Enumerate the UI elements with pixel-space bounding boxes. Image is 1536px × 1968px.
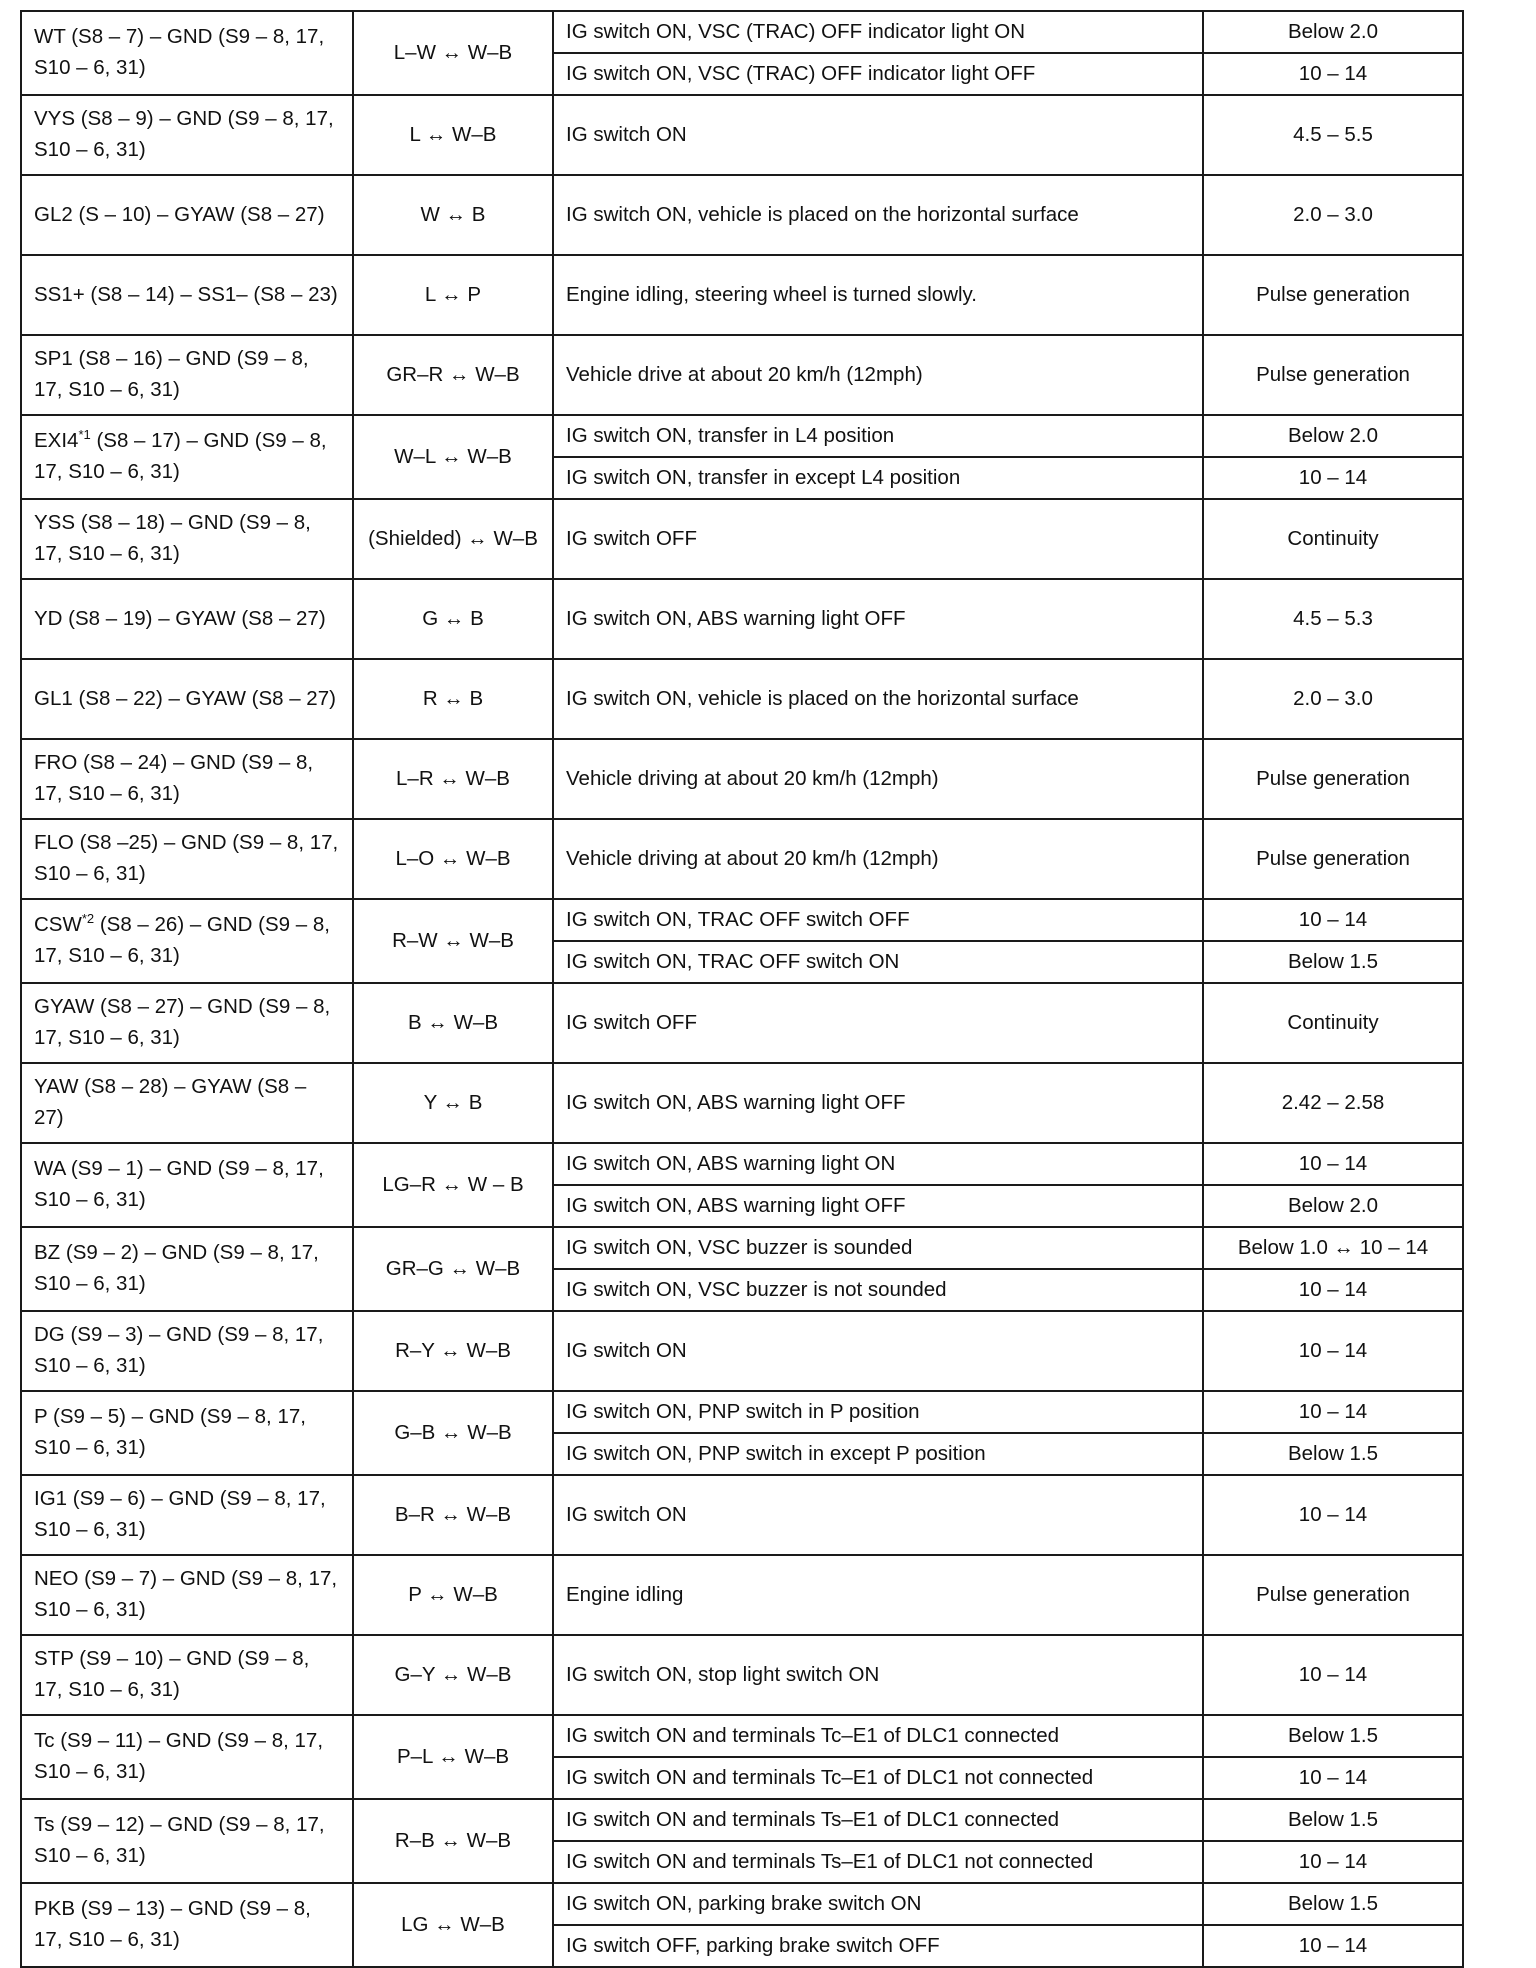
terminal-label: SP1 (S8 – 16) – GND (S9 – 8, 17, S10 – 6, 31)	[34, 347, 309, 401]
terminal-label: CSW	[34, 913, 82, 937]
terminal-label: FLO (S8 –25) – GND (S9 – 8, 17, S10 – 6, 31)	[34, 831, 339, 885]
table-row	[21, 1635, 1463, 1715]
condition-cell: Vehicle driving at about 20 km/h (12mph)	[553, 739, 1203, 819]
terminal-cell	[21, 1883, 353, 1967]
specified-condition-cell: Continuity	[1203, 983, 1463, 1063]
table-row	[21, 819, 1463, 899]
specified-condition-cell: 10 – 14	[1203, 1269, 1463, 1311]
footnote-marker: *1	[78, 427, 91, 443]
specified-condition-cell: 4.5 – 5.5	[1203, 95, 1463, 175]
table-row	[21, 335, 1463, 415]
table-row	[21, 95, 1463, 175]
specified-condition-cell: 10 – 14	[1203, 457, 1463, 499]
table-row	[21, 1715, 1463, 1757]
terminal-cell	[21, 1227, 353, 1311]
terminal-label: IG1 (S9 – 6) – GND (S9 – 8, 17, S10 – 6, 31)	[34, 1487, 326, 1541]
terminal-label: P (S9 – 5) – GND (S9 – 8, 17, S10 – 6, 31)	[34, 1405, 306, 1459]
terminal-label-rest: (S8 – 26) – GND (S9 – 8, 17, S10 – 6, 31)	[34, 913, 330, 967]
condition-cell: IG switch ON	[553, 1475, 1203, 1555]
terminal-cell	[21, 1475, 353, 1555]
specified-condition-cell: Below 1.5	[1203, 941, 1463, 983]
terminal-cell	[21, 1715, 353, 1799]
terminal-label: Tc (S9 – 11) – GND (S9 – 8, 17, S10 – 6, 31)	[34, 1729, 324, 1783]
table-row	[21, 175, 1463, 255]
wiring-color-cell: P–L ↔ W–B	[353, 1715, 553, 1799]
wiring-color-cell: W–L ↔ W–B	[353, 415, 553, 499]
terminal-inspection-table	[20, 10, 1464, 1968]
terminal-label: GL1 (S8 – 22) – GYAW (S8 – 27)	[34, 686, 336, 710]
terminal-cell	[21, 899, 353, 983]
specified-condition-cell: 10 – 14	[1203, 1925, 1463, 1967]
wiring-color-cell: R–Y ↔ W–B	[353, 1311, 553, 1391]
specified-condition-cell: Below 1.5	[1203, 1715, 1463, 1757]
condition-cell: IG switch ON, TRAC OFF switch OFF	[553, 899, 1203, 941]
wiring-color-cell: G–Y ↔ W–B	[353, 1635, 553, 1715]
terminal-cell	[21, 1799, 353, 1883]
table-row	[21, 415, 1463, 457]
specified-condition-cell: 10 – 14	[1203, 1841, 1463, 1883]
condition-cell: IG switch ON and terminals Tc–E1 of DLC1 not connected	[553, 1757, 1203, 1799]
specified-condition-cell: Pulse generation	[1203, 255, 1463, 335]
wiring-color-cell: W ↔ B	[353, 175, 553, 255]
condition-cell: IG switch ON, VSC buzzer is sounded	[553, 1227, 1203, 1269]
terminal-cell	[21, 1311, 353, 1391]
wiring-color-cell: R–B ↔ W–B	[353, 1799, 553, 1883]
wiring-color-cell: LG ↔ W–B	[353, 1883, 553, 1967]
condition-cell: IG switch ON, VSC buzzer is not sounded	[553, 1269, 1203, 1311]
wiring-color-cell: L–O ↔ W–B	[353, 819, 553, 899]
terminal-label: EXI4	[34, 429, 79, 453]
terminal-cell	[21, 335, 353, 415]
specified-condition-cell: 10 – 14	[1203, 899, 1463, 941]
wiring-color-cell: G ↔ B	[353, 579, 553, 659]
specified-condition-cell: Below 2.0	[1203, 415, 1463, 457]
terminal-label: GYAW (S8 – 27) – GND (S9 – 8, 17, S10 – 6, 31)	[34, 995, 331, 1049]
table-row	[21, 1143, 1463, 1185]
table-row	[21, 899, 1463, 941]
condition-cell: IG switch ON, ABS warning light OFF	[553, 1063, 1203, 1143]
terminal-cell	[21, 95, 353, 175]
condition-cell: IG switch ON, VSC (TRAC) OFF indicator light ON	[553, 11, 1203, 53]
specified-condition-cell: 2.0 – 3.0	[1203, 659, 1463, 739]
specified-condition-cell: 4.5 – 5.3	[1203, 579, 1463, 659]
terminal-label: Ts (S9 – 12) – GND (S9 – 8, 17, S10 – 6, 31)	[34, 1813, 325, 1867]
wiring-color-cell: B ↔ W–B	[353, 983, 553, 1063]
terminal-label-rest: (S8 – 17) – GND (S9 – 8, 17, S10 – 6, 31)	[34, 429, 327, 483]
table-row	[21, 1799, 1463, 1841]
condition-cell: IG switch ON, vehicle is placed on the horizontal surface	[553, 175, 1203, 255]
condition-cell: Vehicle driving at about 20 km/h (12mph)	[553, 819, 1203, 899]
wiring-color-cell: L–W ↔ W–B	[353, 11, 553, 95]
wiring-color-cell: L ↔ P	[353, 255, 553, 335]
terminal-cell	[21, 819, 353, 899]
specified-condition-cell: 2.42 – 2.58	[1203, 1063, 1463, 1143]
condition-cell: IG switch ON, transfer in L4 position	[553, 415, 1203, 457]
terminal-cell	[21, 579, 353, 659]
terminal-label: DG (S9 – 3) – GND (S9 – 8, 17, S10 – 6, 31)	[34, 1323, 324, 1377]
table-row	[21, 739, 1463, 819]
terminal-label: NEO (S9 – 7) – GND (S9 – 8, 17, S10 – 6, 31)	[34, 1567, 338, 1621]
condition-cell: IG switch OFF	[553, 983, 1203, 1063]
wiring-color-cell: LG–R ↔ W – B	[353, 1143, 553, 1227]
specified-condition-cell: Below 1.5	[1203, 1883, 1463, 1925]
wiring-color-cell: L ↔ W–B	[353, 95, 553, 175]
condition-cell: IG switch ON, ABS warning light OFF	[553, 579, 1203, 659]
terminal-cell	[21, 983, 353, 1063]
wiring-color-cell: (Shielded) ↔ W–B	[353, 499, 553, 579]
condition-cell: IG switch ON and terminals Ts–E1 of DLC1 not connected	[553, 1841, 1203, 1883]
condition-cell: IG switch ON, VSC (TRAC) OFF indicator light OFF	[553, 53, 1203, 95]
table-row	[21, 1555, 1463, 1635]
terminal-label: YSS (S8 – 18) – GND (S9 – 8, 17, S10 – 6, 31)	[34, 511, 311, 565]
table-row	[21, 1391, 1463, 1433]
condition-cell: IG switch ON, ABS warning light OFF	[553, 1185, 1203, 1227]
terminal-label: YD (S8 – 19) – GYAW (S8 – 27)	[34, 606, 326, 630]
specified-condition-cell: 10 – 14	[1203, 1757, 1463, 1799]
specified-condition-cell: 2.0 – 3.0	[1203, 175, 1463, 255]
condition-cell: IG switch ON	[553, 95, 1203, 175]
condition-cell: IG switch ON, parking brake switch ON	[553, 1883, 1203, 1925]
terminal-label: GL2 (S – 10) – GYAW (S8 – 27)	[34, 202, 325, 226]
terminal-cell	[21, 1635, 353, 1715]
condition-cell: Engine idling, steering wheel is turned slowly.	[553, 255, 1203, 335]
terminal-cell	[21, 1555, 353, 1635]
table-row	[21, 1475, 1463, 1555]
specified-condition-cell: Pulse generation	[1203, 819, 1463, 899]
wiring-color-cell: G–B ↔ W–B	[353, 1391, 553, 1475]
wiring-color-cell: GR–R ↔ W–B	[353, 335, 553, 415]
condition-cell: IG switch ON, vehicle is placed on the horizontal surface	[553, 659, 1203, 739]
specified-condition-cell: Below 2.0	[1203, 11, 1463, 53]
condition-cell: IG switch ON, stop light switch ON	[553, 1635, 1203, 1715]
terminal-label: SS1+ (S8 – 14) – SS1– (S8 – 23)	[34, 282, 338, 306]
terminal-label: STP (S9 – 10) – GND (S9 – 8, 17, S10 – 6, 31)	[34, 1647, 310, 1701]
table-body	[21, 11, 1463, 1967]
footnote-marker: *2	[81, 911, 95, 927]
table-row	[21, 659, 1463, 739]
terminal-cell	[21, 739, 353, 819]
condition-cell: IG switch ON, transfer in except L4 position	[553, 457, 1203, 499]
condition-cell: Vehicle drive at about 20 km/h (12mph)	[553, 335, 1203, 415]
condition-cell: IG switch ON, PNP switch in P position	[553, 1391, 1203, 1433]
table-row	[21, 11, 1463, 53]
terminal-cell	[21, 1391, 353, 1475]
condition-cell: IG switch OFF	[553, 499, 1203, 579]
terminal-cell	[21, 415, 353, 499]
table-row	[21, 1063, 1463, 1143]
specified-condition-cell: Pulse generation	[1203, 335, 1463, 415]
wiring-color-cell: P ↔ W–B	[353, 1555, 553, 1635]
specified-condition-cell: Pulse generation	[1203, 1555, 1463, 1635]
specified-condition-cell: Below 1.5	[1203, 1433, 1463, 1475]
specified-condition-cell: Below 1.5	[1203, 1799, 1463, 1841]
condition-cell: IG switch OFF, parking brake switch OFF	[553, 1925, 1203, 1967]
specified-condition-cell: 10 – 14	[1203, 1475, 1463, 1555]
terminal-label: VYS (S8 – 9) – GND (S9 – 8, 17, S10 – 6, 31)	[34, 107, 334, 161]
terminal-label: BZ (S9 – 2) – GND (S9 – 8, 17, S10 – 6, 31)	[34, 1241, 319, 1295]
terminal-label: WA (S9 – 1) – GND (S9 – 8, 17, S10 – 6, 31)	[34, 1157, 324, 1211]
condition-cell: IG switch ON	[553, 1311, 1203, 1391]
wiring-color-cell: Y ↔ B	[353, 1063, 553, 1143]
table-row	[21, 983, 1463, 1063]
table-row	[21, 1227, 1463, 1269]
specified-condition-cell: 10 – 14	[1203, 1391, 1463, 1433]
table-row	[21, 499, 1463, 579]
wiring-color-cell: L–R ↔ W–B	[353, 739, 553, 819]
wiring-color-cell: R ↔ B	[353, 659, 553, 739]
terminal-cell	[21, 499, 353, 579]
specified-condition-cell: 10 – 14	[1203, 1635, 1463, 1715]
terminal-cell	[21, 1063, 353, 1143]
table-row	[21, 1311, 1463, 1391]
wiring-color-cell: B–R ↔ W–B	[353, 1475, 553, 1555]
wiring-color-cell: R–W ↔ W–B	[353, 899, 553, 983]
condition-cell: IG switch ON, PNP switch in except P position	[553, 1433, 1203, 1475]
terminal-label: WT (S8 – 7) – GND (S9 – 8, 17, S10 – 6, 31)	[34, 25, 325, 79]
wiring-color-cell: GR–G ↔ W–B	[353, 1227, 553, 1311]
specified-condition-cell: Continuity	[1203, 499, 1463, 579]
specified-condition-cell: 10 – 14	[1203, 1311, 1463, 1391]
condition-cell: IG switch ON, ABS warning light ON	[553, 1143, 1203, 1185]
specified-condition-cell: Below 1.0 ↔ 10 – 14	[1203, 1227, 1463, 1269]
terminal-label: YAW (S8 – 28) – GYAW (S8 – 27)	[34, 1075, 307, 1129]
condition-cell: IG switch ON and terminals Tc–E1 of DLC1 connected	[553, 1715, 1203, 1757]
terminal-cell	[21, 11, 353, 95]
condition-cell: IG switch ON and terminals Ts–E1 of DLC1 connected	[553, 1799, 1203, 1841]
specified-condition-cell: 10 – 14	[1203, 1143, 1463, 1185]
specified-condition-cell: Below 2.0	[1203, 1185, 1463, 1227]
terminal-label: FRO (S8 – 24) – GND (S9 – 8, 17, S10 – 6, 31)	[34, 751, 314, 805]
specified-condition-cell: 10 – 14	[1203, 53, 1463, 95]
condition-cell: IG switch ON, TRAC OFF switch ON	[553, 941, 1203, 983]
table-row	[21, 255, 1463, 335]
condition-cell: Engine idling	[553, 1555, 1203, 1635]
specified-condition-cell: Pulse generation	[1203, 739, 1463, 819]
terminal-cell	[21, 1143, 353, 1227]
terminal-cell	[21, 175, 353, 255]
terminal-cell	[21, 255, 353, 335]
table-row	[21, 579, 1463, 659]
terminal-label: PKB (S9 – 13) – GND (S9 – 8, 17, S10 – 6, 31)	[34, 1897, 311, 1951]
terminal-cell	[21, 659, 353, 739]
table-row	[21, 1883, 1463, 1925]
